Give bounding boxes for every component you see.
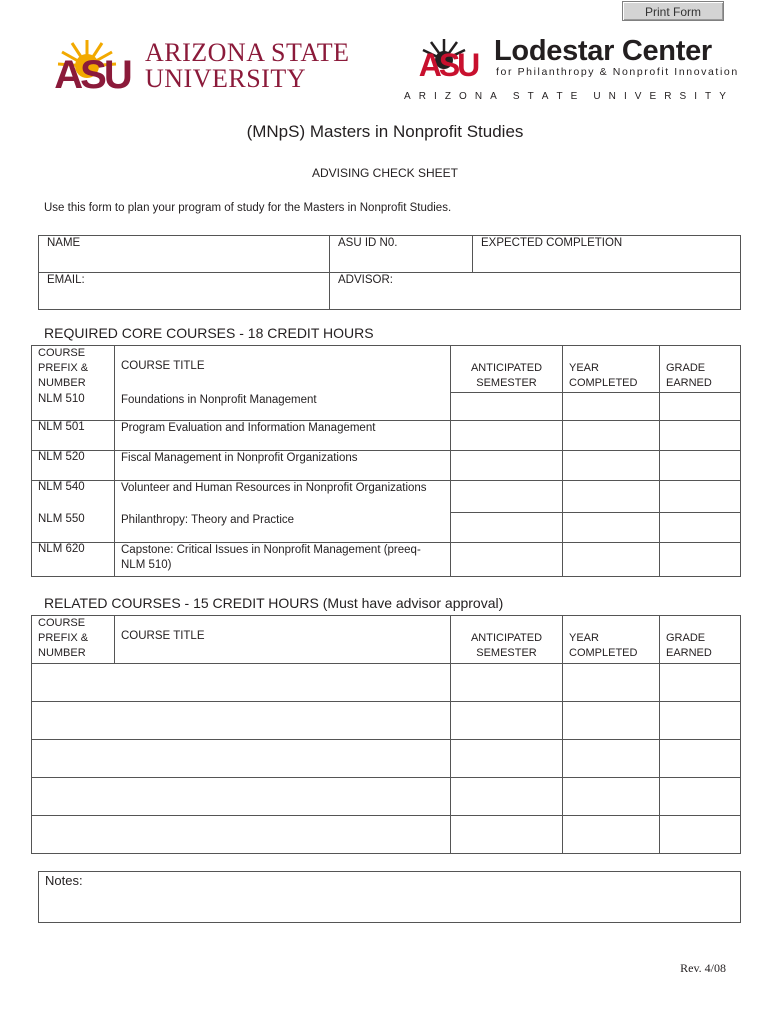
name-label: NAME — [47, 237, 81, 249]
asu-letter: R — [418, 91, 426, 102]
asu-logo — [42, 38, 142, 95]
related-courses-table — [31, 615, 741, 854]
related-course-cell[interactable] — [32, 664, 451, 702]
core-year-header: YEAR COMPLETED — [563, 346, 660, 393]
revision-label: Rev. 4/08 — [680, 961, 726, 975]
core-semester-cell[interactable] — [451, 451, 563, 481]
asu-letter: A — [404, 91, 411, 102]
related-course-row — [32, 740, 741, 778]
core-course-number: NLM 501 — [32, 421, 115, 451]
advisor-label: ADVISOR: — [338, 274, 393, 286]
core-year-cell[interactable] — [563, 451, 660, 481]
related-grade-cell[interactable] — [660, 816, 741, 854]
core-semester-cell[interactable] — [451, 481, 563, 513]
core-course-title: Fiscal Management in Nonprofit Organizations — [115, 451, 451, 481]
core-grade-cell[interactable] — [660, 451, 741, 481]
related-year-cell[interactable] — [563, 816, 660, 854]
core-grade-cell[interactable] — [660, 543, 741, 577]
core-semester-cell[interactable] — [451, 543, 563, 577]
core-course-row — [32, 481, 741, 513]
related-year-cell[interactable] — [563, 664, 660, 702]
lodestar-asu-logo — [404, 38, 492, 85]
core-courses-table — [31, 345, 741, 577]
core-year-cell[interactable] — [563, 543, 660, 577]
core-course-number: NLM 540 — [32, 481, 115, 513]
related-semester-cell[interactable] — [451, 702, 563, 740]
related-course-row — [32, 702, 741, 740]
university-name — [145, 40, 349, 92]
intro-text: Use this form to plan your program of study for the Masters in Nonprofit Studies. — [44, 202, 452, 214]
core-year-cell[interactable] — [563, 513, 660, 543]
related-course-row — [32, 778, 741, 816]
related-semester-header: ANTICIPATED SEMESTER — [451, 616, 563, 664]
core-grade-header: GRADE EARNED — [660, 346, 741, 393]
related-year-cell[interactable] — [563, 778, 660, 816]
related-semester-cell[interactable] — [451, 740, 563, 778]
asu-letter: T — [527, 91, 534, 102]
core-course-title: Volunteer and Human Resources in Nonprofit Organizations — [115, 481, 451, 513]
asu-letter: I — [694, 91, 697, 102]
notes-field[interactable] — [38, 871, 741, 923]
related-year-cell[interactable] — [563, 740, 660, 778]
related-course-cell[interactable] — [32, 740, 451, 778]
email-label: EMAIL: — [47, 274, 85, 286]
related-grade-cell[interactable] — [660, 702, 741, 740]
asu-letter: N — [474, 91, 483, 102]
core-heading: REQUIRED CORE COURSES - 18 CREDIT HOURS — [44, 325, 374, 341]
related-grade-header: GRADE EARNED — [660, 616, 741, 664]
related-course-cell[interactable] — [32, 702, 451, 740]
core-course-number: NLM 550 — [32, 513, 115, 543]
asu-letter: V — [634, 91, 642, 102]
asu-letter: I — [623, 91, 627, 102]
page-title: (MNpS) Masters in Nonprofit Studies — [246, 122, 524, 141]
lodestar-title: Lodestar Center — [494, 35, 712, 67]
asu-letter: A — [541, 91, 549, 102]
related-course-row — [32, 664, 741, 702]
asu-letter: S — [679, 91, 687, 102]
arizona-state-university-spaced — [404, 91, 726, 102]
related-semester-cell[interactable] — [451, 778, 563, 816]
core-course-number: NLM 520 — [32, 451, 115, 481]
asu-letter: Z — [444, 91, 451, 102]
asu-letter: I — [434, 91, 437, 102]
asu-letter: T — [556, 91, 563, 102]
core-grade-cell[interactable] — [660, 421, 741, 451]
expected-completion-label: EXPECTED COMPLETION — [481, 237, 623, 249]
core-year-cell[interactable] — [563, 421, 660, 451]
asu-id-label: ASU ID N0. — [338, 237, 398, 249]
core-grade-cell[interactable] — [660, 481, 741, 513]
core-course-row — [32, 421, 741, 451]
advisor-field[interactable] — [330, 273, 741, 310]
related-title-header: COURSE TITLE — [115, 616, 451, 664]
asu-letter: O — [458, 91, 467, 102]
core-course-row — [32, 543, 741, 577]
related-year-cell[interactable] — [563, 702, 660, 740]
university-name-line2: UNIVERSITY — [145, 64, 306, 93]
related-year-header: YEAR COMPLETED — [563, 616, 660, 664]
related-semester-cell[interactable] — [451, 664, 563, 702]
core-course-row — [32, 451, 741, 481]
university-name-line1: ARIZONA STATE — [145, 38, 350, 67]
related-grade-cell[interactable] — [660, 740, 741, 778]
asu-letter: Y — [719, 91, 726, 102]
related-course-row — [32, 816, 741, 854]
related-course-cell[interactable] — [32, 778, 451, 816]
core-prefix-header: COURSE PREFIX & NUMBER — [32, 346, 115, 393]
notes-label: Notes: — [45, 873, 83, 888]
core-semester-cell[interactable] — [451, 393, 563, 421]
core-course-row — [32, 513, 741, 543]
related-grade-cell[interactable] — [660, 664, 741, 702]
asu-letter: A — [490, 91, 497, 102]
core-year-cell[interactable] — [563, 393, 660, 421]
expected-completion-field[interactable] — [473, 236, 741, 273]
asu-logo-text: ASU — [54, 53, 130, 90]
core-year-cell[interactable] — [563, 481, 660, 513]
core-course-title: Program Evaluation and Information Management — [115, 421, 451, 451]
asu-id-field[interactable] — [330, 236, 473, 273]
core-course-row — [32, 393, 741, 421]
asu-letter: R — [664, 91, 672, 102]
asu-letter: N — [608, 91, 616, 102]
core-course-title: Foundations in Nonprofit Management — [115, 393, 451, 421]
lodestar-subtitle: for Philanthropy & Nonprofit Innovation — [496, 66, 739, 78]
asu-letter: S — [512, 91, 520, 102]
name-field[interactable] — [39, 236, 330, 273]
lodestar-asu-text: ASU — [418, 47, 478, 80]
core-course-number: NLM 620 — [32, 543, 115, 577]
core-grade-cell[interactable] — [660, 513, 741, 543]
related-semester-cell[interactable] — [451, 816, 563, 854]
related-prefix-header: COURSE PREFIX & NUMBER — [32, 616, 115, 664]
related-heading: RELATED COURSES - 15 CREDIT HOURS (Must have advisor approval) — [44, 595, 504, 611]
core-course-number: NLM 510 — [32, 393, 115, 421]
related-grade-cell[interactable] — [660, 778, 741, 816]
core-semester-cell[interactable] — [451, 421, 563, 451]
print-form-button[interactable]: Print Form — [622, 1, 724, 21]
core-grade-cell[interactable] — [660, 393, 741, 421]
page-subtitle: ADVISING CHECK SHEET — [311, 166, 459, 180]
asu-letter: E — [570, 91, 578, 102]
asu-letter: U — [593, 91, 601, 102]
core-course-title: Philanthropy: Theory and Practice — [115, 513, 451, 543]
core-title-header: COURSE TITLE — [115, 346, 451, 393]
asu-letter: E — [649, 91, 657, 102]
asu-letter: T — [705, 91, 712, 102]
email-field[interactable] — [39, 273, 330, 310]
core-semester-header: ANTICIPATED SEMESTER — [451, 346, 563, 393]
related-course-cell[interactable] — [32, 816, 451, 854]
core-course-title: Capstone: Critical Issues in Nonprofit Management (preeq-NLM 510) — [115, 543, 451, 577]
student-info-table — [38, 235, 741, 310]
core-semester-cell[interactable] — [451, 513, 563, 543]
